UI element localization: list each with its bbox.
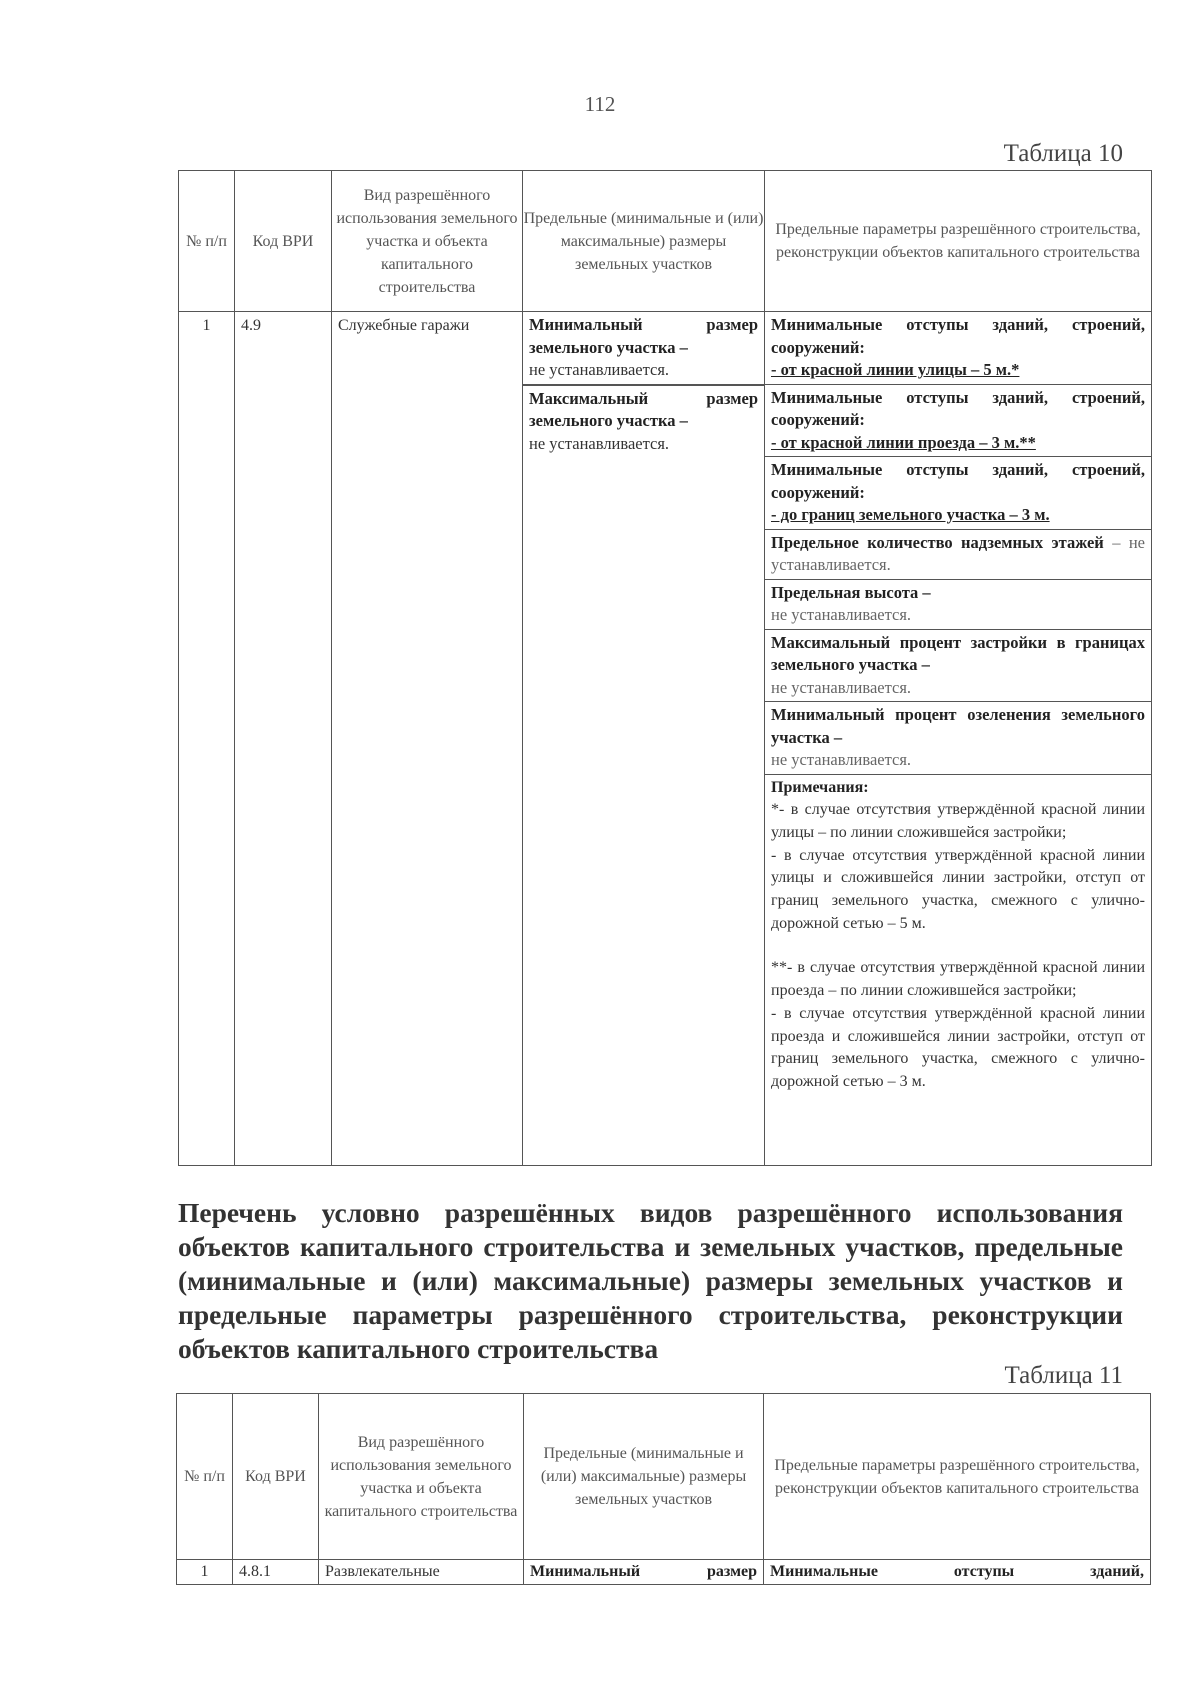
param-value: - до границ земельного участка – 3 м. — [771, 505, 1050, 524]
param-min-greenery — [765, 701, 1151, 774]
param-setback-boundary — [765, 456, 1151, 529]
param-title: Максимальный процент застройки в границах земельного участка – — [771, 632, 1145, 674]
param-height — [765, 579, 1151, 629]
header-num: № п/п — [179, 171, 235, 312]
header-code: Код ВРИ — [233, 1394, 319, 1560]
note-line: **- в случае отсутствия утверждённой красной линии проезда – по линии сложившейся застройки; — [771, 959, 1145, 1000]
param-title: Минимальные отступы зданий, строений, сооружений: — [771, 315, 1145, 357]
param-title: Предельное количество надземных этажей — [771, 532, 1104, 552]
min-plot-size-value: не устанавливается. — [529, 360, 670, 379]
param-max-coverage — [765, 629, 1151, 702]
page-number: 112 — [584, 92, 616, 116]
note-line: - в случае отсутствия утверждённой красной линии проезда и сложившейся линии застройки, отступ от границ земельного участка, смежного с улично-дорожной сетью – 3 м. — [771, 1004, 1145, 1090]
max-plot-size — [523, 385, 764, 458]
max-plot-size-value: не устанавливается. — [529, 433, 670, 453]
section-heading: Перечень условно разрешённых видов разрешённого использования объектов капитального строительства и земельных участков, предельные (минимальные и (или) максимальные) размеры земельных участков и предельные параметры разрешённого строительства, реконструкции объектов капитального строительства — [178, 1197, 1123, 1364]
plot-sizes-stack — [523, 312, 764, 457]
header-use-type: Вид разрешённого использования земельного участка и объекта капитального строительства — [319, 1394, 524, 1560]
param-title: Минимальный процент озеленения земельного участка – — [771, 705, 1145, 747]
header-params: Предельные параметры разрешённого строительства, реконструкции объектов капитального строительства — [765, 171, 1152, 312]
param-value: – не устанавливается. — [771, 532, 1145, 574]
notes — [765, 774, 1151, 1096]
note-line: - в случае отсутствия утверждённой красной линии улицы и сложившейся линии застройки, отступ от границ земельного участка, смежного с улично-дорожной сетью – 5 м. — [771, 846, 1145, 932]
row-use-type: Развлекательные — [325, 1563, 440, 1580]
row-use-type: Служебные гаражи — [338, 317, 470, 334]
param-floors — [765, 529, 1151, 579]
header-plot-sizes: Предельные (минимальные и (или) максимальные) размеры земельных участков — [524, 1394, 764, 1560]
param-setback-driveway — [765, 384, 1151, 457]
param-value: - от красной линии улицы – 5 м.* — [771, 360, 1020, 379]
params-stack — [765, 312, 1151, 1096]
notes-title: Примечания: — [771, 778, 869, 796]
table-11-caption: Таблица 11 — [1004, 1362, 1123, 1389]
row-plot-sizes: Минимальный размер — [530, 1563, 757, 1580]
max-plot-size-title: Максимальный размер земельного участка – — [529, 388, 758, 430]
note-line: *- в случае отсутствия утверждённой красной линии улицы – по линии сложившейся застройки; — [771, 801, 1145, 841]
param-value: не устанавливается. — [771, 750, 912, 769]
param-value: не устанавливается. — [771, 677, 912, 697]
header-use-type: Вид разрешённого использования земельного участка и объекта капитального строительства — [332, 171, 523, 312]
header-plot-sizes: Предельные (минимальные и (или) максимальные) размеры земельных участков — [523, 171, 765, 312]
row-params: Минимальные отступы зданий, — [770, 1563, 1144, 1580]
table-11-header-row — [177, 1394, 1151, 1560]
row-num: 1 — [202, 317, 211, 334]
table-row — [177, 1560, 1151, 1585]
param-title: Предельная высота – — [771, 582, 931, 602]
param-value: не устанавливается. — [771, 605, 912, 624]
table-10-header-row — [179, 171, 1152, 312]
param-setback-street — [765, 312, 1151, 384]
header-code: Код ВРИ — [235, 171, 332, 312]
table-10-caption: Таблица 10 — [1003, 140, 1123, 167]
row-num: 1 — [200, 1563, 209, 1580]
table-row — [179, 312, 1152, 1166]
min-plot-size — [523, 312, 764, 385]
param-title: Минимальные отступы зданий, строений, сооружений: — [771, 460, 1145, 502]
header-params: Предельные параметры разрешённого строительства, реконструкции объектов капитального строительства — [764, 1394, 1151, 1560]
table-10 — [178, 170, 1152, 1166]
min-plot-size-title: Минимальный размер земельного участка – — [529, 315, 758, 357]
row-code: 4.8.1 — [239, 1563, 271, 1580]
param-title: Минимальные отступы зданий, строений, сооружений: — [771, 387, 1145, 429]
header-num: № п/п — [177, 1394, 233, 1560]
table-11 — [176, 1393, 1151, 1585]
row-code: 4.9 — [241, 317, 261, 334]
param-value: - от красной линии проезда – 3 м.** — [771, 432, 1036, 452]
